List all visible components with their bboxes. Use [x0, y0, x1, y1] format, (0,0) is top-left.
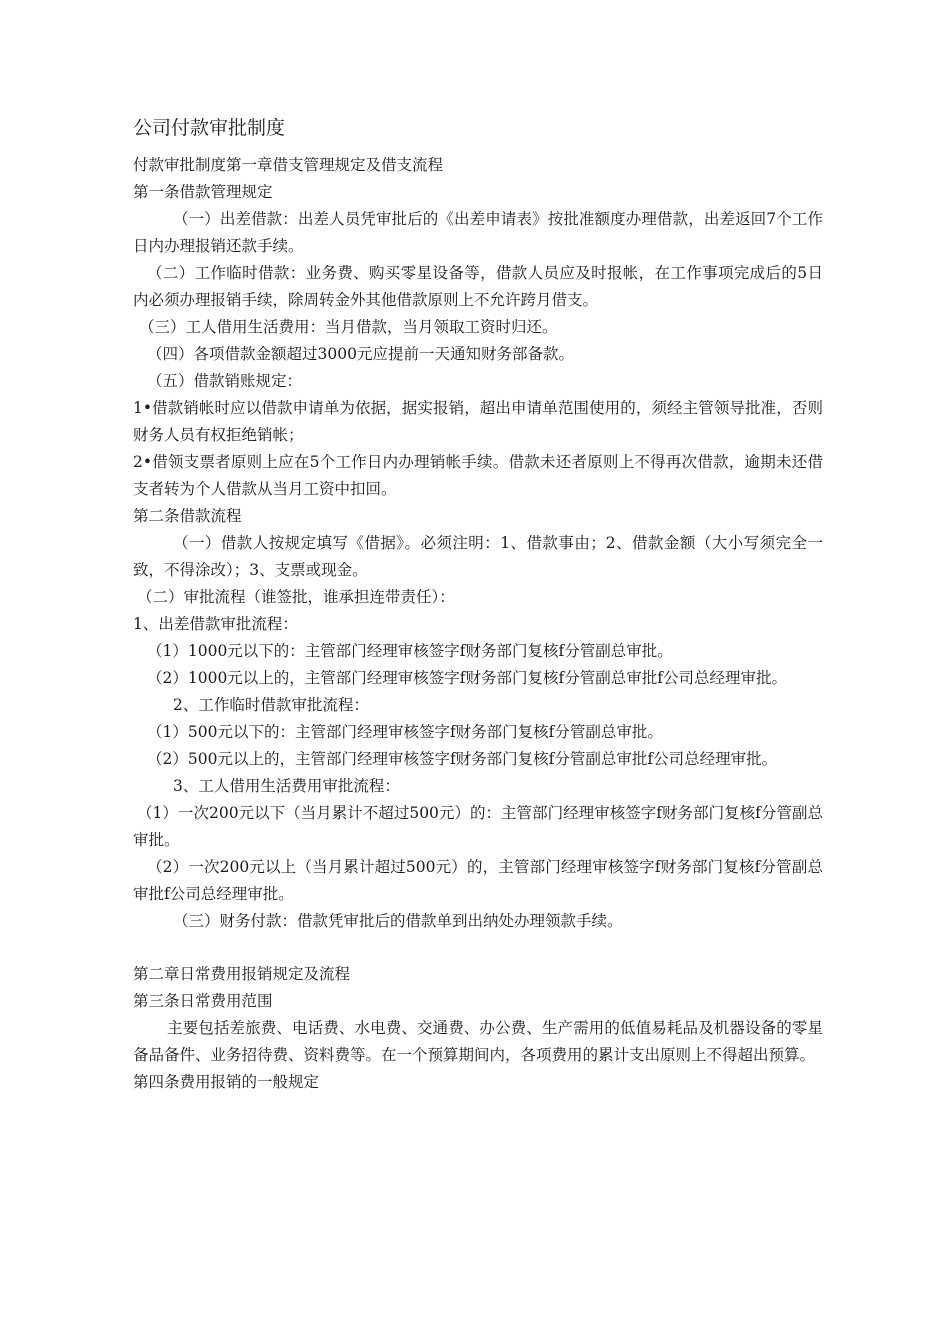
document-body — [133, 152, 823, 1096]
article-heading: 第三条日常费用范围 — [133, 992, 273, 1010]
paragraph: （三）工人借用生活费用：当月借款，当月领取工资时归还。 — [139, 318, 558, 336]
paragraph: （三）财务付款：借款凭审批后的借款单到出纳处办理领款手续。 — [173, 912, 623, 930]
chapter-heading: 第二章日常费用报销规定及流程 — [133, 965, 351, 983]
paragraph: 2•借领支票者原则上应在5个工作日内办理销帐手续。借款未还者原则上不得再次借款，逾期未还借支者转为个人借款从当月工资中扣回。 — [133, 453, 823, 498]
paragraph: 2、工作临时借款审批流程： — [173, 696, 369, 714]
paragraph: 1、出差借款审批流程： — [133, 615, 298, 633]
paragraph: （1）500元以下的：主管部门经理审核签字f财务部门复核f分管副总审批。 — [147, 723, 663, 741]
article-heading: 第四条费用报销的一般规定 — [133, 1073, 320, 1091]
article-heading: 第二条借款流程 — [133, 507, 242, 525]
paragraph: （一）借款人按规定填写《借据》。必须注明：1、借款事由；2、借款金额（大小写须完全一致，不得涂改）；3、支票或现金。 — [133, 534, 823, 579]
paragraph: （二）工作临时借款：业务费、购买零星设备等，借款人员应及时报帐，在工作事项完成后的5日内必须办理报销手续，除周转金外其他借款原则上不允许跨月借支。 — [133, 264, 823, 309]
article-heading: 第一条借款管理规定 — [133, 183, 273, 201]
paragraph: （2）一次200元以上（当月累计超过500元）的，主管部门经理审核签字f财务部门复核f分管副总审批f公司总经理审批。 — [133, 858, 823, 903]
chapter-heading: 付款审批制度第一章借支管理规定及借支流程 — [133, 156, 444, 174]
paragraph: （四）各项借款金额超过3000元应提前一天通知财务部备款。 — [147, 345, 574, 363]
paragraph: （二）审批流程（谁签批，谁承担连带责任）： — [137, 588, 455, 606]
paragraph: （1）1000元以下的：主管部门经理审核签字f财务部门复核f分管副总审批。 — [147, 642, 673, 660]
paragraph: 1•借款销帐时应以借款申请单为依据，据实报销，超出申请单范围使用的，须经主管领导批准，否则财务人员有权拒绝销帐； — [133, 399, 823, 444]
paragraph: （1）一次200元以下（当月累计不超过500元）的：主管部门经理审核签字f财务部门复核f分管副总审批。 — [133, 804, 823, 849]
paragraph: （2）500元以上的，主管部门经理审核签字f财务部门复核f分管副总审批f公司总经理审批。 — [147, 750, 778, 768]
paragraph: （2）1000元以上的，主管部门经理审核签字f财务部门复核f分管副总审批f公司总经理审批。 — [147, 669, 788, 687]
paragraph: 主要包括差旅费、电话费、水电费、交通费、办公费、生产需用的低值易耗品及机器设备的零星备品备件、业务招待费、资料费等。在一个预算期间内，各项费用的累计支出原则上不得超出预算。 — [133, 1019, 823, 1064]
spacer — [133, 935, 823, 961]
paragraph: （一）出差借款：出差人员凭审批后的《出差申请表》按批准额度办理借款，出差返回7个工作日内办理报销还款手续。 — [133, 210, 823, 255]
paragraph: 3、工人借用生活费用审批流程： — [173, 777, 400, 795]
paragraph: （五）借款销账规定： — [147, 372, 303, 390]
document-title: 公司付款审批制度 — [133, 117, 286, 139]
